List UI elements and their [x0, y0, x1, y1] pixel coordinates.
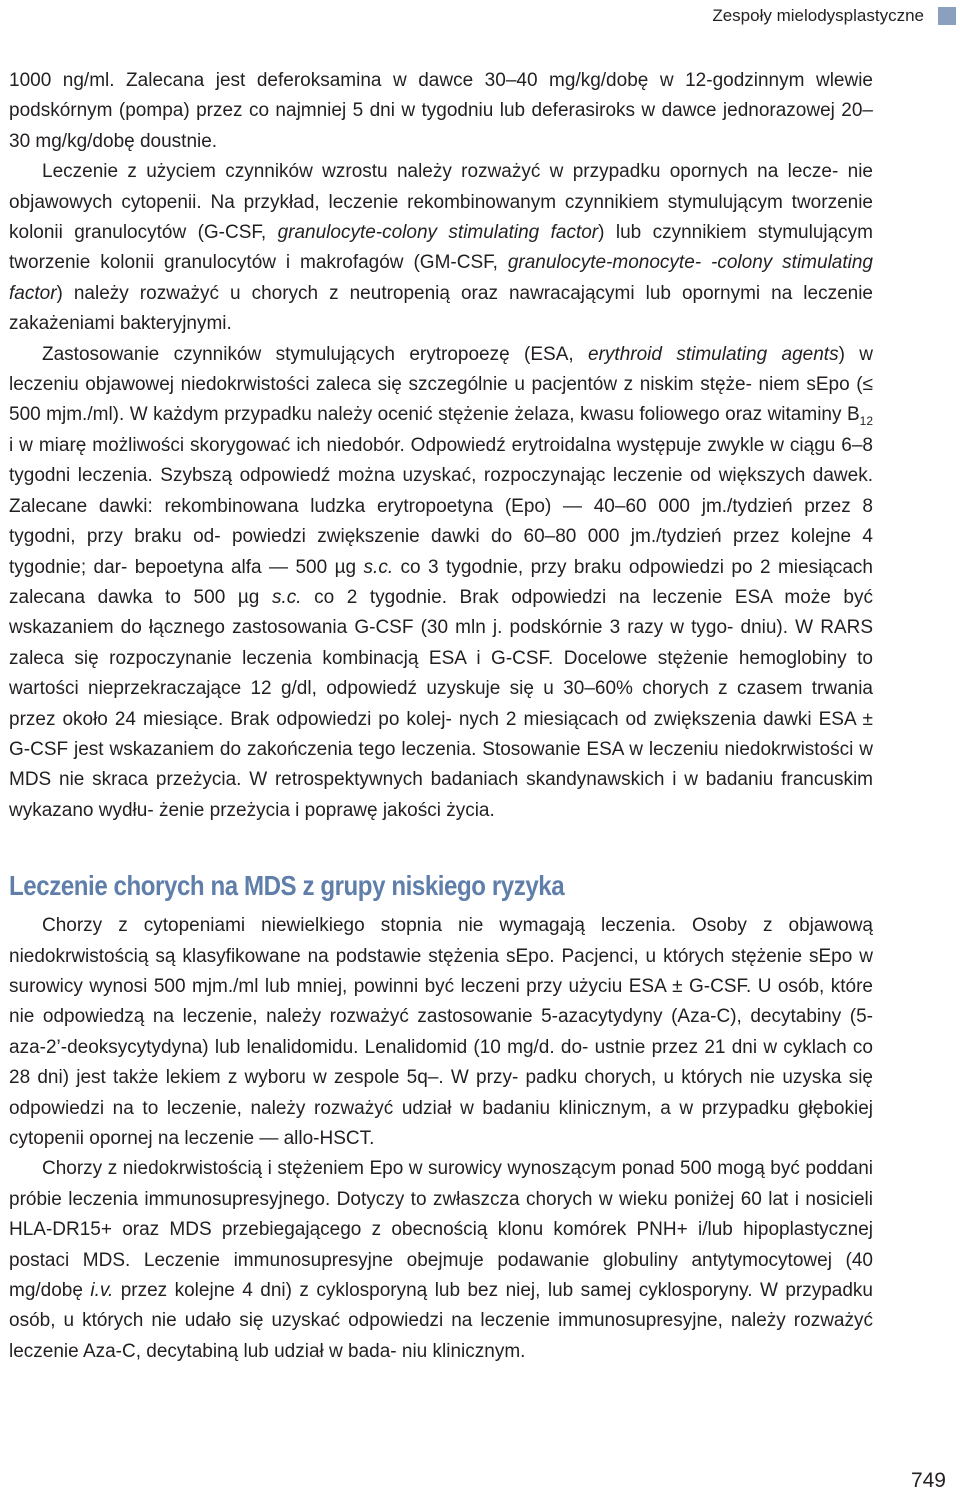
italic-sc: s.c. [271, 586, 302, 608]
text-run: Zastosowanie czynników stymulujących erytropoezę (ESA, [42, 343, 589, 365]
header-square-marker [938, 7, 956, 25]
italic-term-gcsf: granulocyte-colony stimulating factor [277, 222, 599, 244]
italic-sc: s.c. [363, 556, 394, 578]
subscript-12: 12 [859, 414, 873, 429]
paragraph-immunosuppression [9, 1154, 873, 1367]
paragraph-deferoxamine: 1000 ng/ml. Zalecana jest deferoksamina w dawce 30–40 mg/kg/dobę w 12-godzinnym wlewie podskórnym (pompa) przez co najmniej 5 dni w tygodniu lub deferasiroks w dawce jednorazowej 20–30 mg/kg/dobę doustnie. [9, 70, 873, 152]
paragraph-esa [9, 340, 873, 827]
section-heading: Leczenie chorych na MDS z grupy niskiego ryzyka [9, 870, 565, 902]
page-number: 749 [910, 1469, 946, 1492]
running-header [712, 6, 956, 26]
paragraph-growth-factors [9, 157, 873, 339]
italic-term-gmcsf: granulocyte-monocyte- -colony stimulating factor [9, 252, 873, 304]
text-run: ) lub czynnikiem stymulującym tworzenie kolonii granulocytów i makrofagów (GM-CSF, [9, 222, 873, 274]
text-run: przez kolejne 4 dni) z cyklosporyną lub bez niej, lub samej cyklosporyny. W przypadku osób, u których nie udało się uzyskać odpowiedzi na leczenie immunosupresyjne, należy rozważyć leczenie Aza-C, decytabiną lub udział w bada- niu klinicznym. [9, 1280, 873, 1362]
running-title: Zespoły mielodysplastyczne [712, 6, 924, 25]
text-run: Chorzy z niedokrwistością i stężeniem Epo w surowicy wynoszącym ponad 500 mogą być poddani próbie leczenia immunosupresyjnego. Dotyczy to zwłaszcza chorych w wieku poniżej 60 lat i nosicieli HLA-DR15+ oraz MDS przebiegającego z obecnością klonu komórek PNH+ i/lub hipoplastycznej postaci MDS. Leczenie immunosupresyjne obejmuje podawanie globuliny antytymocytowej (40 mg/dobę [9, 1158, 873, 1302]
italic-term-esa: erythroid stimulating agents [588, 343, 839, 365]
text-run: ) w leczeniu objawowej niedokrwistości zaleca się szczególnie u pacjentów z niskim stęże- niem sEpo (≤ 500 mjm./ml). W każdym przypadku należy ocenić stężenie żelaza, kwasu foliowego oraz witaminy B [9, 343, 874, 426]
text-run: Leczenie z użyciem czynników wzrostu należy rozważyć w przypadku opornych na lecze- nie objawowych cytopenii. Na przykład, leczenie rekombinowanym czynnikiem stymulującym tworzenie kolonii granulocytów (G-CSF, [9, 161, 873, 244]
text-run: co 2 tygodnie. Brak odpowiedzi na leczenie ESA może być wskazaniem do łącznego zastosowania G-CSF (30 mln j. podskórnie 3 razy w tygo- dniu). W RARS zaleca się rozpoczynanie leczenia kombinacją ESA i G-CSF. Docelowe stężenie hemoglobiny to wartości nieprzekraczające 12 g/dl, odpowiedź uzyskuje się u 30–60% chorych z czasem trwania przez około 24 miesiące. Brak odpowiedzi po kolej- nych 2 miesiącach od zwiększenia dawki ESA ± G-CSF jest wskazaniem do zakończenia tego leczenia. Stosowanie ESA w leczeniu niedokrwistości w MDS nie skraca przeżycia. W retrospektywnych badaniach skandynawskich i w badaniu francuskim wykazano wydłu- żenie przeżycia i poprawę jakości życia. [9, 586, 873, 821]
paragraph-low-risk: Chorzy z cytopeniami niewielkiego stopnia nie wymagają leczenia. Osoby z objawową niedokrwistością są klasyfikowane na podstawie stężenia sEpo. Pacjenci, u których stężenie sEpo w surowicy wynosi 500 mjm./ml lub mniej, powinni być leczeni przy użyciu ESA ± G-CSF. U osób, które nie odpowiedzą na leczenie, należy rozważyć zastosowanie 5-azacytydyny (Aza-C), decytabiny (5-aza-2’-deoksycytydyna) lub lenalidomidu. Lenalidomid (10 mg/d. do- ustnie przez 21 dni w cyklach co 28 dni) jest także lekiem z wyboru w zespole 5q–. W przy- padku chorych, u których nie uzyska się odpowiedzi na to leczenie, należy rozważyć udział w badaniu klinicznym, a w przypadku głębokiej cytopenii opornej na leczenie — allo-HSCT. [9, 915, 873, 1149]
text-run: i w miarę możliwości skorygować ich niedobór. Odpowiedź erytroidalna występuje zwykle w ciągu 6–8 tygodni leczenia. Szybszą odpowiedź można uzyskać, rozpoczynając leczenie od większych dawek. Zalecane dawki: rekombinowana ludzka erytropoetyna (Epo) — 40–60 000 jm./tydzień przez 8 tygodni, przy braku od- powiedzi zwiększenie dawki do 60–80 000 jm./tydzień przez kolejne 4 tygodnie; dar- bepoetyna alfa — 500 µg [9, 434, 873, 578]
text-run: ) należy rozważyć u chorych z neutropenią oraz nawracającymi lub opornymi na leczenie zakażeniami bakteryjnymi. [9, 282, 873, 335]
text-run: co 3 tygodnie, przy braku odpowiedzi po 2 miesiącach zalecana dawka to 500 µg [9, 556, 873, 608]
page-body [9, 66, 873, 1367]
italic-iv: i.v. [90, 1280, 114, 1302]
